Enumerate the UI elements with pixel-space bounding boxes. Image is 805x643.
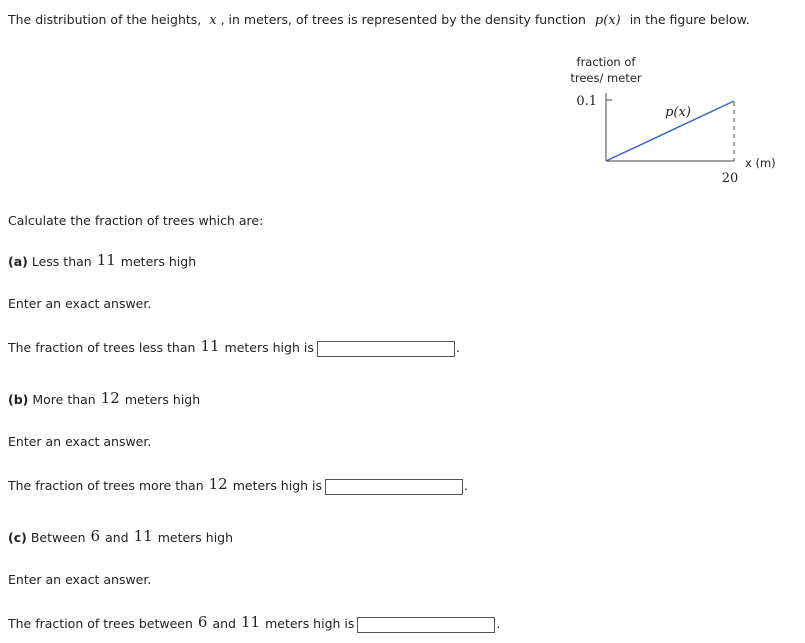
y-axis-label-line2: trees/ meter — [570, 71, 642, 85]
part-c-ans-post: meters high is — [265, 616, 355, 631]
part-b-q-post: meters high — [124, 392, 201, 407]
part-a-answer-row: The fraction of trees less than 11 meters high is . — [8, 337, 460, 355]
part-a-question — [8, 251, 196, 269]
part-c-q-num1: 6 — [90, 527, 101, 545]
part-b-instruction: Enter an exact answer. — [8, 434, 152, 449]
intro-part2: , in meters, of trees is represented by the density function — [220, 12, 586, 27]
part-c-answer-input[interactable] — [357, 617, 495, 633]
part-c-instruction: Enter an exact answer. — [8, 572, 152, 587]
part-c-answer-row: The fraction of trees between 6 and 11 meters high is . — [8, 613, 501, 631]
intro-part3: in the figure below. — [629, 12, 750, 27]
part-b-question — [8, 389, 200, 407]
part-c-question — [8, 527, 233, 545]
part-b-ans-pre: The fraction of trees more than — [8, 478, 204, 493]
part-a-ans-num: 11 — [200, 337, 220, 355]
part-a-ans-post: meters high is — [224, 340, 314, 355]
part-b-ans-post: meters high is — [232, 478, 323, 493]
density-figure — [0, 0, 805, 200]
curve-label: p(x) — [665, 105, 691, 120]
part-b-ans-num: 12 — [208, 475, 228, 493]
part-c-q-num2: 11 — [133, 527, 153, 545]
intro-func: p(x) — [594, 13, 621, 28]
part-b-label: (b) — [8, 392, 29, 407]
x-axis-label: x (m) — [745, 156, 776, 170]
part-c-q-and: and — [105, 530, 129, 545]
part-a-answer-input[interactable] — [317, 341, 455, 357]
part-c-ans-and: and — [212, 616, 236, 631]
part-a-instruction: Enter an exact answer. — [8, 296, 152, 311]
part-c-ans-num1: 6 — [197, 613, 208, 631]
prompt-text: Calculate the fraction of trees which are: — [8, 213, 264, 228]
part-c-q-pre: Between — [30, 530, 86, 545]
part-c-ans-pre: The fraction of trees between — [8, 616, 193, 631]
part-a-label: (a) — [8, 254, 28, 269]
x-tick-label: 20 — [721, 171, 739, 186]
part-c-ans-num2: 11 — [241, 613, 261, 631]
part-c-q-post: meters high — [157, 530, 234, 545]
part-a-ans-pre: The fraction of trees less than — [8, 340, 196, 355]
intro-part1: The distribution of the heights, — [8, 12, 202, 27]
part-b-answer-input[interactable] — [325, 479, 463, 495]
part-a-q-pre: Less than — [31, 254, 92, 269]
part-b-q-num: 12 — [100, 389, 120, 407]
part-b-answer-row: The fraction of trees more than 12 meters high is . — [8, 475, 468, 493]
y-tick-label: 0.1 — [576, 94, 597, 109]
part-a-q-num: 11 — [96, 251, 116, 269]
part-c-label: (c) — [8, 530, 27, 545]
y-axis-label-line1: fraction of — [576, 55, 636, 69]
part-a-q-post: meters high — [120, 254, 197, 269]
part-b-q-pre: More than — [32, 392, 96, 407]
intro-var: x — [209, 13, 217, 28]
